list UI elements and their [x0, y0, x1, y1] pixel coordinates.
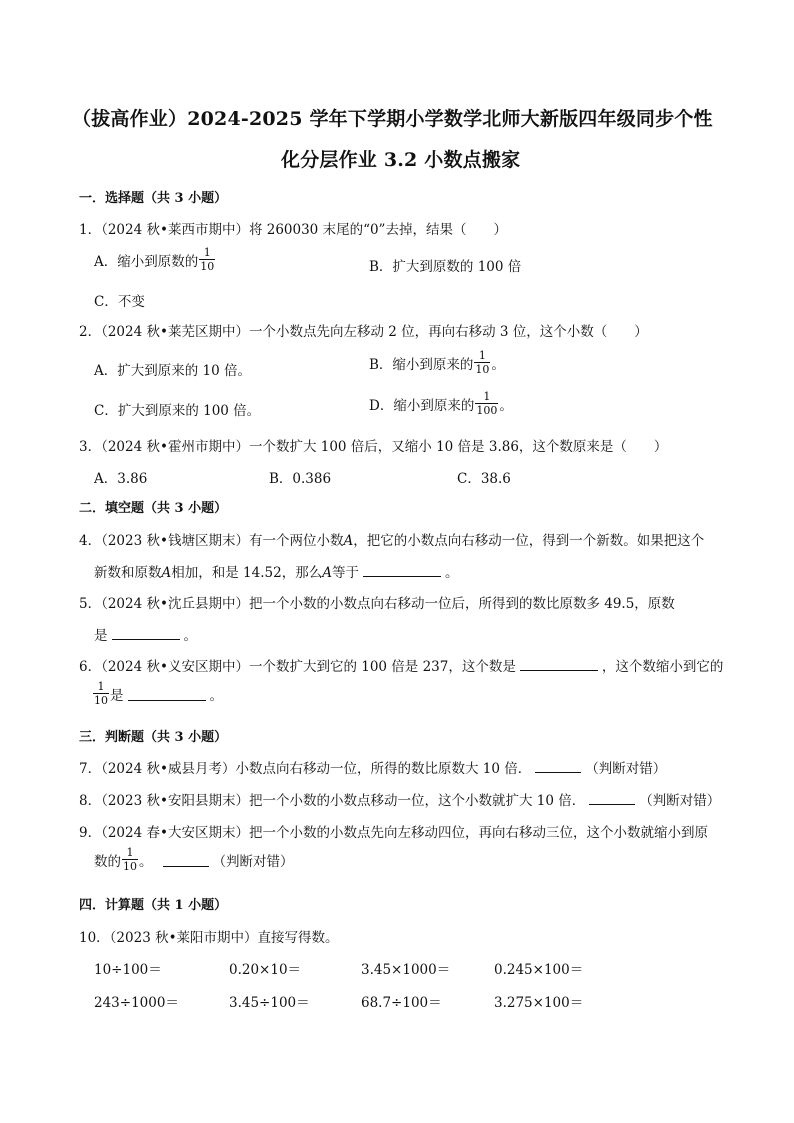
question-10-stem: 10．（2023 秋•莱阳市期中）直接写得数。	[79, 930, 339, 946]
question-4-line2	[94, 561, 458, 581]
option-d-text: D．缩小到原来的	[369, 397, 475, 414]
q4-text: 新数和原数	[94, 565, 162, 581]
q7-text: 7．（2024 秋•威县月考）小数点向右移动一位，所得的数比原数大 10 倍．	[79, 761, 532, 777]
fraction	[474, 349, 490, 376]
question-3-option-b: B．0.386	[269, 471, 332, 487]
question-2-option-c: C．扩大到原来的 100 倍。	[94, 403, 261, 419]
fraction-denominator: 10	[475, 363, 490, 376]
variable-a: A	[322, 565, 332, 581]
question-5-line1: 5．（2024 秋•沈丘县期中）把一个小数的小数点向右移动一位后，所得到的数比原数多 49.5，原数	[79, 596, 675, 612]
fraction-numerator: 1	[483, 390, 491, 403]
q5-end: 。	[183, 628, 197, 644]
q6-text: ，这个数缩小到它的	[601, 659, 724, 675]
q9-judge: （判断对错）	[212, 853, 294, 870]
question-1-option-c: C．不变	[94, 294, 145, 310]
question-1-option-a	[94, 246, 216, 273]
calc-item: 0.245×100＝	[494, 962, 584, 978]
question-8	[79, 789, 720, 809]
calc-item: 10÷100＝	[94, 962, 162, 978]
page-title-line2: 化分层作业 3.2 小数点搬家	[281, 149, 521, 171]
fraction-denominator: 10	[94, 694, 108, 707]
q7-judge: （判断对错）	[585, 761, 667, 777]
question-6-line2	[92, 680, 223, 707]
fraction-numerator: 1	[478, 349, 486, 362]
question-1-option-b: B．扩大到原数的 100 倍	[369, 259, 522, 275]
fraction-denominator: 10	[200, 260, 215, 273]
fraction-numerator: 1	[203, 246, 211, 259]
q4-text: ，把它的小数点向右移动一位，得到一个新数。如果把这个	[353, 533, 705, 549]
q8-text: 8．（2023 秋•安阳县期末）把一个小数的小数点移动一位，这个小数就扩大 10 倍．	[79, 793, 586, 809]
section-heading-choice: 一．选择题（共 3 小题）	[79, 191, 228, 206]
option-b-text: B．缩小到原来的	[369, 356, 474, 373]
option-b-suffix: 。	[491, 356, 505, 373]
answer-blank[interactable]	[535, 758, 581, 773]
calc-item: 3.275×100＝	[494, 995, 584, 1011]
answer-blank[interactable]	[363, 562, 441, 577]
question-6-line1	[79, 655, 723, 675]
q6-text: 是	[110, 687, 124, 704]
question-9-line1: 9．（2024 春•大安区期末）把一个小数的小数点先向左移动四位，再向右移动三位，这个小数就缩小到原	[79, 825, 708, 841]
variable-a: A	[161, 565, 172, 581]
question-3-stem: 3．（2024 秋•霍州市期中）一个数扩大 100 倍后，又缩小 10 倍是 3.86，这个数原来是（ ）	[79, 439, 668, 455]
answer-blank[interactable]	[520, 656, 598, 671]
option-a-text: A．缩小到原数的	[94, 253, 199, 270]
q9-text: 。	[139, 853, 153, 870]
question-1-stem: 1．（2024 秋•莱西市期中）将 260030 末尾的“0”去掉，结果（ ）	[79, 222, 507, 238]
q4-text: 相加，和是 14.52，那么	[171, 565, 323, 581]
answer-blank[interactable]	[589, 790, 635, 805]
q5-text: 是	[94, 628, 108, 644]
question-2-option-d	[369, 390, 513, 417]
fraction-denominator: 10	[123, 860, 137, 873]
q6-end: 。	[209, 687, 223, 704]
answer-blank[interactable]	[128, 686, 206, 701]
fraction	[199, 246, 215, 273]
calc-item: 3.45×1000＝	[361, 962, 451, 978]
section-heading-judge: 三．判断题（共 3 小题）	[79, 730, 228, 745]
q8-judge: （判断对错）	[639, 793, 721, 809]
calc-item: 3.45÷100＝	[229, 995, 310, 1011]
calc-item: 68.7÷100＝	[361, 995, 442, 1011]
fraction	[93, 680, 109, 707]
fraction-numerator: 1	[126, 846, 134, 859]
fraction-denominator: 100	[476, 404, 498, 417]
question-7	[79, 757, 666, 777]
question-5-line2	[94, 624, 197, 644]
page-title-line1: （拔高作业）2024-2025 学年下学期小学数学北师大新版四年级同步个性	[72, 108, 713, 130]
fraction	[122, 846, 138, 873]
calc-item: 243÷1000＝	[94, 995, 179, 1011]
question-2-stem: 2．（2024 秋•莱芜区期中）一个小数点先向左移动 2 位，再向右移动 3 位，这个小数（ ）	[79, 324, 648, 340]
variable-a: A	[343, 533, 354, 549]
answer-blank[interactable]	[112, 625, 180, 640]
q4-text: 4．（2023 秋•钱塘区期末）有一个两位小数	[79, 533, 344, 549]
question-4-line1	[79, 529, 704, 549]
q4-end: 。	[444, 565, 459, 581]
question-3-option-c: C．38.6	[457, 471, 511, 487]
section-heading-calc: 四．计算题（共 1 小题）	[79, 898, 228, 913]
question-3-option-a: A．3.86	[94, 471, 148, 487]
fraction	[475, 390, 498, 417]
q4-text: 等于	[331, 565, 359, 581]
question-9-line2	[94, 846, 294, 873]
q9-text: 数的	[94, 853, 121, 870]
option-d-suffix: 。	[499, 397, 513, 414]
question-2-option-a: A．扩大到原来的 10 倍。	[94, 363, 252, 379]
q6-text: 6．（2024 秋•义安区期中）一个数扩大到它的 100 倍是 237，这个数是	[79, 659, 516, 675]
section-heading-fill: 二．填空题（共 3 小题）	[79, 501, 228, 516]
fraction-numerator: 1	[97, 680, 105, 693]
calc-item: 0.20×10＝	[229, 962, 302, 978]
answer-blank[interactable]	[163, 852, 209, 867]
question-2-option-b	[369, 349, 505, 376]
